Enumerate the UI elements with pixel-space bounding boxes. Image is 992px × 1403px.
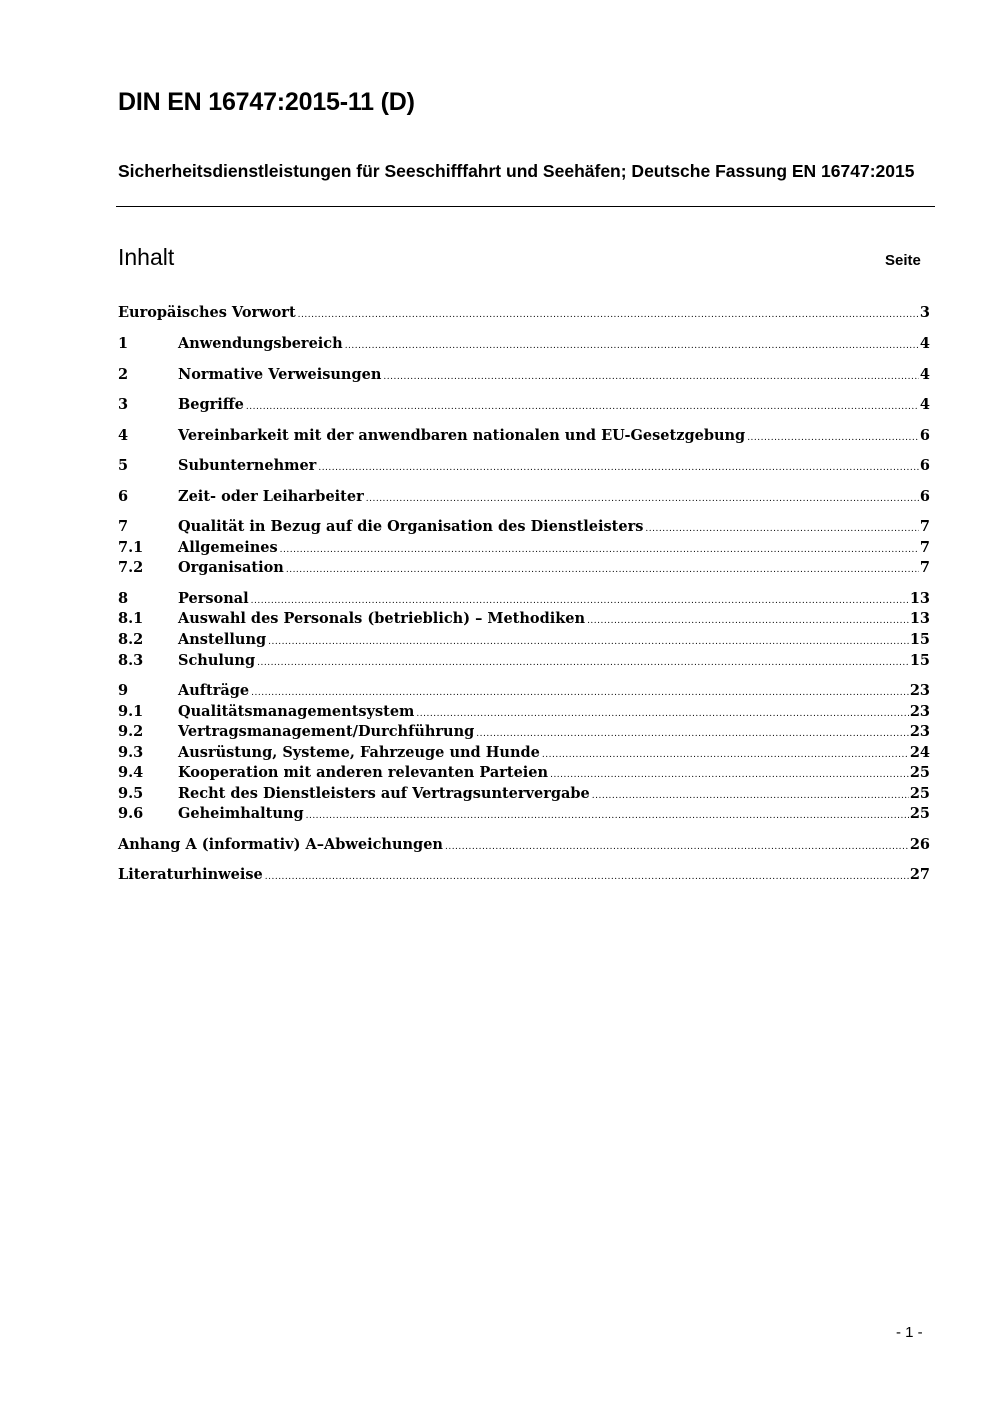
- toc-entry-title: Auswahl des Personals (betrieblich) – Methodiken: [178, 610, 586, 627]
- toc-entry[interactable]: [118, 365, 930, 385]
- toc-entry-number: 9.5: [118, 785, 144, 802]
- toc-entry[interactable]: [118, 426, 930, 446]
- toc-entry-page: 25: [909, 764, 930, 781]
- toc-dot-leader: [366, 489, 919, 509]
- toc-dot-leader: [592, 786, 909, 806]
- toc-dot-leader: [280, 540, 919, 560]
- toc-entry[interactable]: [118, 558, 930, 578]
- page-number: - 1 -: [896, 1324, 923, 1341]
- toc-entry[interactable]: [118, 630, 930, 650]
- document-title: DIN EN 16747:2015-11 (D): [118, 88, 415, 116]
- toc-entry-number: 8.2: [118, 631, 144, 648]
- toc-dot-leader: [318, 458, 919, 478]
- toc-entry-page: 25: [909, 805, 930, 822]
- toc-entry-page: 15: [909, 631, 930, 648]
- toc-dot-leader: [476, 724, 909, 744]
- toc-entry-title: Literaturhinweise: [118, 866, 263, 883]
- toc-entry-number: 3: [118, 396, 129, 413]
- toc-entry-number: 5: [118, 457, 129, 474]
- toc-dot-leader: [383, 367, 919, 387]
- toc-entry-title: Zeit- oder Leiharbeiter: [178, 488, 364, 505]
- toc-entry-title: Qualität in Bezug auf die Organisation des Dienstleisters: [178, 518, 644, 535]
- toc-entry-title: Schulung: [178, 652, 256, 669]
- toc-entry-title: Europäisches Vorwort: [118, 304, 296, 321]
- toc-entry-number: 4: [118, 427, 129, 444]
- toc-page-column-heading: Seite: [885, 252, 921, 269]
- toc-entry-page: 23: [909, 703, 930, 720]
- toc-entry-title: Geheimhaltung: [178, 805, 304, 822]
- toc-entry-title: Vertragsmanagement/Durchführung: [178, 723, 475, 740]
- toc-entry-page: 6: [919, 488, 930, 505]
- toc-entry-page: 4: [919, 396, 930, 413]
- toc-dot-leader: [286, 560, 919, 580]
- toc-entry-title: Recht des Dienstleisters auf Vertragsuntervergabe: [178, 785, 590, 802]
- toc-dot-leader: [747, 428, 919, 448]
- toc-entry-title: Begriffe: [178, 396, 244, 413]
- toc-entry[interactable]: [118, 763, 930, 783]
- toc-entry[interactable]: [118, 456, 930, 476]
- toc-entry-title: Organisation: [178, 559, 284, 576]
- toc-dot-leader: [587, 611, 909, 631]
- title-divider: [116, 206, 935, 207]
- toc-dot-leader: [251, 683, 909, 703]
- toc-entry-page: 15: [909, 652, 930, 669]
- toc-entry-number: 9.1: [118, 703, 144, 720]
- toc-entry-title: Aufträge: [178, 682, 250, 699]
- toc-dot-leader: [306, 806, 909, 826]
- toc-entry[interactable]: [118, 865, 930, 885]
- toc-entry[interactable]: [118, 609, 930, 629]
- toc-entry[interactable]: [118, 722, 930, 742]
- toc-dot-leader: [268, 632, 909, 652]
- toc-entry-title: Qualitätsmanagementsystem: [178, 703, 415, 720]
- toc-entry-page: 7: [919, 539, 930, 556]
- toc-entry[interactable]: [118, 589, 930, 609]
- toc-entry[interactable]: [118, 334, 930, 354]
- toc-entry[interactable]: [118, 681, 930, 701]
- toc-entry-page: 23: [909, 723, 930, 740]
- toc-dot-leader: [298, 305, 919, 325]
- toc-entry-number: 1: [118, 335, 129, 352]
- toc-entry[interactable]: [118, 784, 930, 804]
- toc-dot-leader: [251, 591, 909, 611]
- toc-entry-page: 27: [909, 866, 930, 883]
- toc-entry-number: 8.3: [118, 652, 144, 669]
- toc-entry[interactable]: [118, 743, 930, 763]
- toc-entry-page: 26: [909, 836, 930, 853]
- toc-entry-title: Allgemeines: [178, 539, 278, 556]
- toc-entry-number: 9.3: [118, 744, 144, 761]
- toc-dot-leader: [416, 704, 908, 724]
- toc-entry-title: Vereinbarkeit mit der anwendbaren nationalen und EU-Gesetzgebung: [178, 427, 746, 444]
- toc-entry[interactable]: [118, 303, 930, 323]
- toc-entry-page: 6: [919, 427, 930, 444]
- document-subtitle: Sicherheitsdienstleistungen für Seeschifffahrt und Seehäfen; Deutsche Fassung EN 16747:2015: [118, 161, 915, 181]
- toc-entry[interactable]: [118, 835, 930, 855]
- toc-entry-page: 3: [919, 304, 930, 321]
- toc-entry-number: 6: [118, 488, 129, 505]
- toc-entry-number: 2: [118, 366, 129, 383]
- toc-entry-page: 13: [909, 590, 930, 607]
- toc-entry-page: 6: [919, 457, 930, 474]
- toc-entry-page: 13: [909, 610, 930, 627]
- toc-entry[interactable]: [118, 651, 930, 671]
- toc-entry-title: Anstellung: [178, 631, 267, 648]
- toc-entry-number: 7: [118, 518, 129, 535]
- toc-entry-number: 8.1: [118, 610, 144, 627]
- toc-entry-title: Normative Verweisungen: [178, 366, 382, 383]
- toc-entry-number: 9.6: [118, 805, 144, 822]
- toc-entry[interactable]: [118, 395, 930, 415]
- toc-entry-title: Anhang A (informativ) A–Abweichungen: [118, 836, 443, 853]
- toc-entry[interactable]: [118, 487, 930, 507]
- toc-entry-number: 9.2: [118, 723, 144, 740]
- toc-entry[interactable]: [118, 538, 930, 558]
- toc-dot-leader: [345, 336, 919, 356]
- toc-entry-title: Subunternehmer: [178, 457, 317, 474]
- toc-dot-leader: [257, 653, 909, 673]
- toc-entry-title: Personal: [178, 590, 249, 607]
- toc-entry-page: 7: [919, 559, 930, 576]
- toc-dot-leader: [645, 519, 918, 539]
- toc-entry-number: 8: [118, 590, 129, 607]
- toc-heading: Inhalt: [118, 244, 175, 270]
- toc-entry-page: 7: [919, 518, 930, 535]
- toc-dot-leader: [445, 837, 909, 857]
- toc-entry[interactable]: [118, 702, 930, 722]
- toc-entry-number: 7.1: [118, 539, 144, 556]
- toc-entry-page: 23: [909, 682, 930, 699]
- toc-entry-number: 7.2: [118, 559, 144, 576]
- toc-entry-page: 4: [919, 335, 930, 352]
- toc-dot-leader: [265, 867, 909, 887]
- toc-dot-leader: [550, 765, 909, 785]
- toc-entry-title: Kooperation mit anderen relevanten Parteien: [178, 764, 549, 781]
- toc-entry-page: 25: [909, 785, 930, 802]
- toc-entry-number: 9.4: [118, 764, 144, 781]
- toc-entry-page: 24: [909, 744, 930, 761]
- toc-entry-page: 4: [919, 366, 930, 383]
- toc-entry-title: Ausrüstung, Systeme, Fahrzeuge und Hunde: [178, 744, 540, 761]
- toc-dot-leader: [246, 397, 919, 417]
- toc-entry[interactable]: [118, 517, 930, 537]
- toc-entry-title: Anwendungsbereich: [178, 335, 343, 352]
- toc-entry-number: 9: [118, 682, 129, 699]
- toc-entry[interactable]: [118, 804, 930, 824]
- toc-dot-leader: [542, 745, 909, 765]
